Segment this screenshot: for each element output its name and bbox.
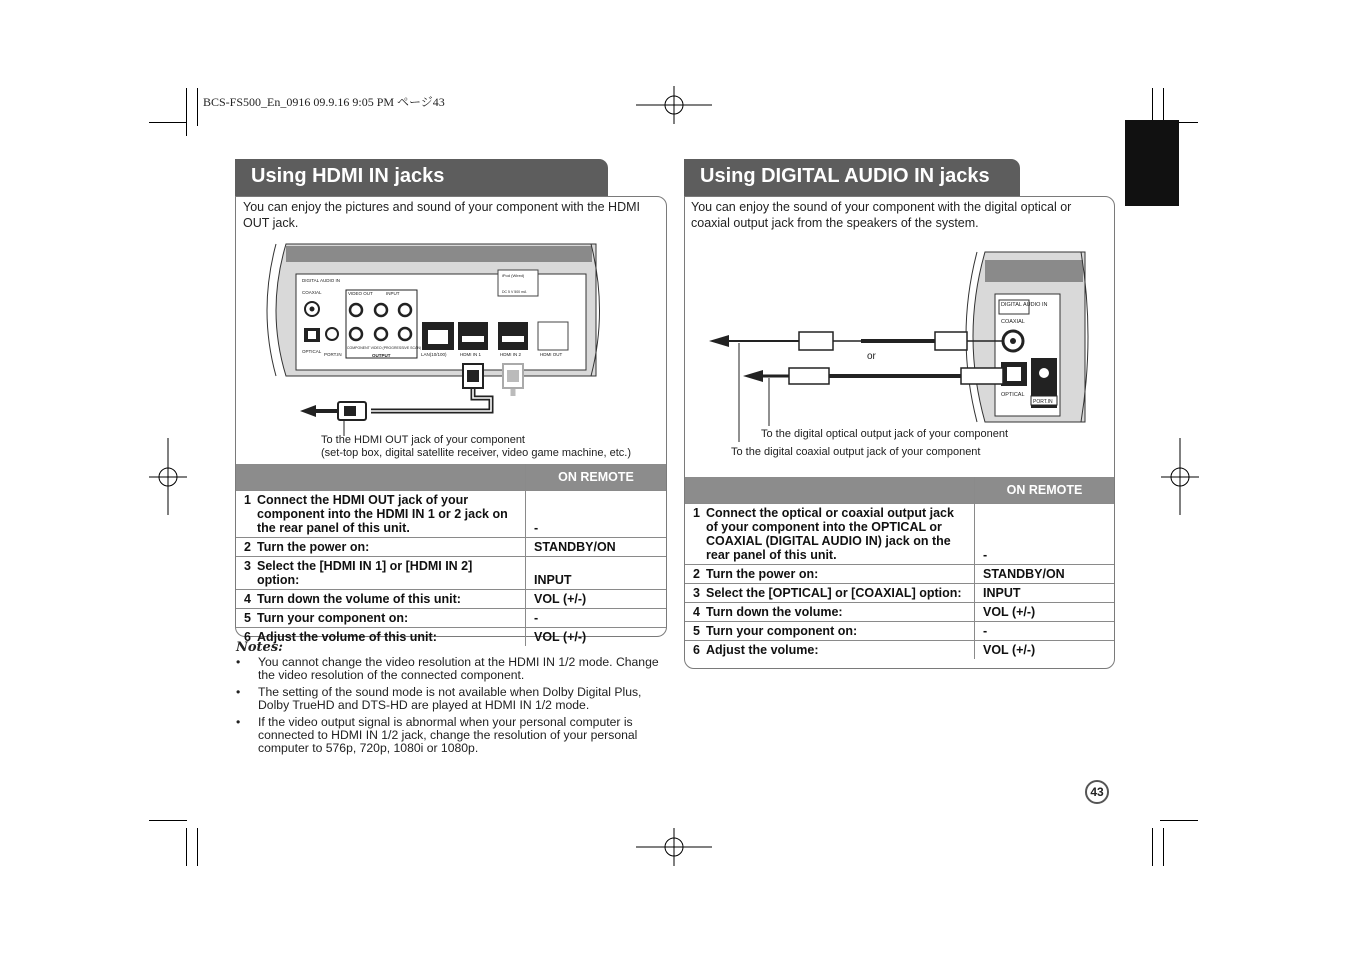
hdmi-caption-line2: (set-top box, digital satellite receiver, video game machine, etc.) — [321, 447, 631, 459]
note-item — [236, 656, 668, 682]
note-text: You cannot change the video resolution at the HDMI IN 1/2 mode. Change the video resolution of the connected component. — [258, 655, 659, 682]
step-remote-button: VOL (+/-) — [526, 590, 667, 609]
page-number: 43 — [1085, 780, 1109, 804]
label-ipod: iPod (Wired) — [502, 273, 525, 278]
step-remote-button: - — [526, 609, 667, 628]
on-remote-header-2: ON REMOTE — [975, 477, 1115, 504]
step-action — [236, 538, 526, 557]
step-text: Turn your component on: — [706, 624, 858, 638]
label-component: COMPONENT VIDEO (PROGRESSIVE SCAN) — [347, 346, 422, 350]
label-port-in-2: PORT.IN — [1033, 399, 1053, 405]
section-title-hdmi: Using HDMI IN jacks — [235, 159, 608, 197]
step-number: 6 — [693, 643, 700, 657]
step-remote-button: VOL (+/-) — [526, 628, 667, 647]
step-number: 2 — [244, 540, 251, 554]
step-text: Select the [HDMI IN 1] or [HDMI IN 2] option: — [257, 559, 473, 587]
table-row — [236, 590, 666, 609]
table-row — [236, 609, 666, 628]
table-row — [685, 504, 1114, 565]
bullet-icon: • — [236, 715, 241, 729]
table-row — [685, 641, 1114, 660]
step-action — [685, 565, 975, 584]
label-hdmi-in-2: HDMI IN 2 — [500, 352, 522, 357]
step-remote-button: - — [526, 491, 667, 538]
print-header: BCS-FS500_En_0916 09.9.16 9:05 PM ページ43 — [203, 95, 445, 109]
note-item — [236, 686, 668, 712]
label-output: OUTPUT — [372, 353, 391, 358]
step-number: 3 — [693, 586, 700, 600]
step-text: Adjust the volume of this unit: — [257, 630, 437, 644]
label-digital-audio-in: DIGITAL AUDIO IN — [302, 278, 341, 283]
step-action — [236, 590, 526, 609]
label-optical: OPTICAL — [302, 349, 322, 354]
table-row — [236, 491, 666, 538]
step-number: 5 — [693, 624, 700, 638]
step-remote-button: VOL (+/-) — [975, 641, 1115, 660]
step-remote-button: INPUT — [975, 584, 1115, 603]
step-action — [236, 609, 526, 628]
step-action — [685, 603, 975, 622]
coaxial-caption: To the digital coaxial output jack of your component — [731, 446, 981, 458]
step-action — [236, 491, 526, 538]
chapter-tab-marker — [1125, 120, 1179, 206]
label-or: or — [867, 351, 876, 362]
hdmi-steps-table — [236, 464, 666, 646]
table-row — [236, 557, 666, 590]
step-text: Turn your component on: — [257, 611, 409, 625]
step-action — [685, 584, 975, 603]
step-remote-button: INPUT — [526, 557, 667, 590]
table-row — [236, 628, 666, 647]
step-number: 4 — [693, 605, 700, 619]
step-remote-button: - — [975, 622, 1115, 641]
optical-caption: To the digital optical output jack of your component — [761, 428, 1009, 440]
step-action — [685, 641, 975, 660]
table-row — [685, 565, 1114, 584]
note-text: If the video output signal is abnormal when your personal computer is connected to HDMI IN 1/2 jack, change the resolution of your personal computer to 576p, 720p, 1080i or 1080p. — [258, 715, 638, 755]
label-input: INPUT — [386, 291, 400, 296]
step-action — [685, 504, 975, 565]
step-text: Turn down the volume of this unit: — [257, 592, 461, 606]
port-in-jack-2 — [1038, 367, 1050, 379]
hdmi-intro: You can enjoy the pictures and sound of your component with the HDMI OUT jack. — [243, 200, 640, 230]
table-row — [685, 622, 1114, 641]
step-text: Turn the power on: — [706, 567, 819, 581]
label-lan: LAN(10/100) — [421, 352, 447, 357]
step-text: Turn down the volume: — [706, 605, 843, 619]
step-number: 1 — [244, 493, 251, 507]
step-remote-button: STANDBY/ON — [975, 565, 1115, 584]
step-remote-button: VOL (+/-) — [975, 603, 1115, 622]
label-coaxial-2: COAXIAL — [1001, 319, 1025, 325]
note-text: The setting of the sound mode is not available when Dolby Digital Plus, Dolby TrueHD and DTS-HD are played at HDMI IN 1/2 mode. — [258, 685, 642, 712]
table-row — [236, 538, 666, 557]
step-text: Connect the HDMI OUT jack of your component into the HDMI IN 1 or 2 jack on the rear panel of this unit. — [257, 493, 508, 535]
digital-audio-steps-table — [685, 477, 1114, 659]
label-digital-audio-in-2: DIGITAL AUDIO IN — [1001, 302, 1048, 308]
on-remote-header: ON REMOTE — [526, 464, 667, 491]
hdmi-connection-diagram — [236, 236, 666, 464]
section-title-digital-audio: Using DIGITAL AUDIO IN jacks — [684, 159, 1020, 197]
step-text: Select the [OPTICAL] or [COAXIAL] option: — [706, 586, 962, 600]
step-text: Turn the power on: — [257, 540, 370, 554]
hdmi-caption-line1: To the HDMI OUT jack of your component — [321, 434, 525, 446]
step-number: 3 — [244, 559, 251, 573]
bullet-icon: • — [236, 655, 241, 669]
step-action — [236, 557, 526, 590]
digital-audio-intro: You can enjoy the sound of your component with the digital optical or coaxial output jack from the speakers of the system. — [691, 200, 1072, 230]
label-hdmi-in-1: HDMI IN 1 — [460, 352, 482, 357]
step-number: 4 — [244, 592, 251, 606]
table-row — [685, 584, 1114, 603]
label-optical-2: OPTICAL — [1001, 392, 1025, 398]
note-item — [236, 716, 668, 755]
hdmi-out-port — [538, 322, 568, 350]
table-row — [685, 603, 1114, 622]
label-port-in: PORT.IN — [324, 352, 342, 357]
step-text: Adjust the volume: — [706, 643, 819, 657]
step-text: Connect the optical or coaxial output jack of your component into the OPTICAL or COAXIAL (DIGITAL AUDIO IN) jack on the rear panel of this unit. — [706, 506, 954, 562]
label-dc: DC 5 V 500 mA — [502, 290, 527, 294]
step-number: 1 — [693, 506, 700, 520]
notes-title: Notes: — [236, 640, 283, 655]
label-coaxial: COAXIAL — [302, 290, 322, 295]
step-remote-button: - — [975, 504, 1115, 565]
step-number: 5 — [244, 611, 251, 625]
label-hdmi-out: HDMI OUT — [540, 352, 563, 357]
step-number: 2 — [693, 567, 700, 581]
step-number: 6 — [244, 630, 251, 644]
bullet-icon: • — [236, 685, 241, 699]
step-action — [685, 622, 975, 641]
step-remote-button: STANDBY/ON — [526, 538, 667, 557]
label-video-out: VIDEO OUT — [348, 291, 373, 296]
port-in-jack — [326, 328, 338, 340]
